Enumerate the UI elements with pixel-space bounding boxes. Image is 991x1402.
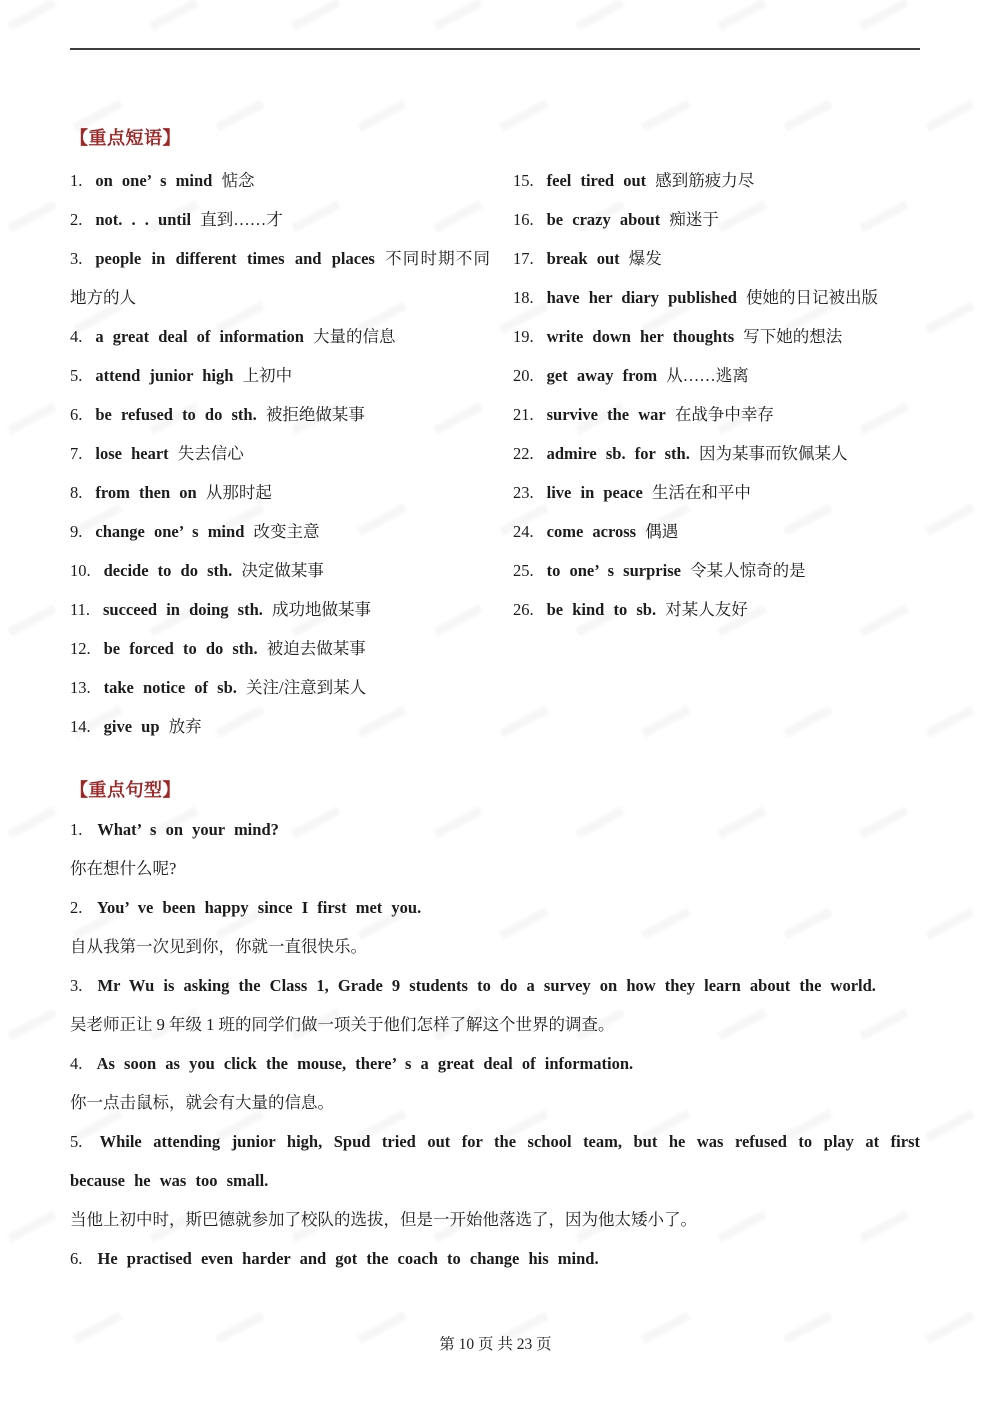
phrase-chinese: 直到……才 bbox=[200, 210, 283, 229]
phrase-chinese: 偶遇 bbox=[645, 522, 679, 541]
sentence-english: 1. What’ s on your mind? bbox=[70, 820, 279, 839]
phrase-number: 6. bbox=[70, 405, 83, 424]
phrase-number: 22. bbox=[513, 444, 534, 463]
phrase-chinese: 感到筋疲力尽 bbox=[655, 171, 755, 190]
phrase-english: be crazy about bbox=[546, 210, 661, 229]
sentences-section-title: 【重点句型】 bbox=[70, 780, 181, 800]
phrase-chinese: 从那时起 bbox=[205, 483, 272, 502]
phrase-number: 23. bbox=[513, 483, 534, 502]
phrase-item bbox=[513, 434, 920, 473]
phrase-english: admire sb. for sth. bbox=[546, 444, 690, 463]
phrase-english: decide to do sth. bbox=[103, 561, 233, 580]
phrase-number: 11. bbox=[70, 600, 91, 619]
phrase-number: 10. bbox=[70, 561, 91, 580]
phrase-english: live in peace bbox=[546, 483, 643, 502]
sentence-english: 6. He practised even harder and got the coach to change his mind. bbox=[70, 1249, 599, 1268]
phrase-number: 18. bbox=[513, 288, 534, 307]
watermark-mark bbox=[925, 99, 975, 131]
phrase-chinese: 不同时期不同地方的人 bbox=[70, 249, 490, 307]
phrase-item bbox=[513, 395, 920, 434]
phrase-item bbox=[513, 356, 920, 395]
phrase-english: be kind to sb. bbox=[546, 600, 657, 619]
phrase-chinese: 大量的信息 bbox=[313, 327, 396, 346]
watermark-mark bbox=[717, 0, 767, 31]
phrase-item bbox=[70, 668, 490, 707]
phrase-item bbox=[513, 512, 920, 551]
phrase-number: 26. bbox=[513, 600, 534, 619]
phrase-number: 7. bbox=[70, 444, 83, 463]
phrase-english: be refused to do sth. bbox=[95, 405, 257, 424]
phrase-chinese: 从……逃离 bbox=[666, 366, 749, 385]
phrase-number: 24. bbox=[513, 522, 534, 541]
phrase-column-left bbox=[70, 161, 490, 746]
watermark-mark bbox=[575, 0, 625, 31]
phrase-chinese: 被拒绝做某事 bbox=[265, 405, 365, 424]
phrase-item bbox=[513, 551, 920, 590]
phrase-number: 8. bbox=[70, 483, 83, 502]
watermark-mark bbox=[291, 0, 341, 31]
phrase-column-right bbox=[513, 161, 920, 746]
phrase-english: feel tired out bbox=[546, 171, 647, 190]
phrase-chinese: 关注/注意到某人 bbox=[246, 678, 367, 697]
watermark-mark bbox=[925, 907, 975, 939]
sentence-chinese: 吴老师正让 9 年级 1 班的同学们做一项关于他们怎样了解这个世界的调查。 bbox=[70, 1015, 615, 1034]
phrase-item bbox=[70, 395, 490, 434]
phrase-chinese: 生活在和平中 bbox=[651, 483, 751, 502]
phrase-english: change one’ s mind bbox=[95, 522, 245, 541]
phrase-chinese: 成功地做某事 bbox=[272, 600, 371, 619]
sentence-chinese: 你在想什么呢? bbox=[70, 859, 177, 878]
phrase-chinese: 因为某事而钦佩某人 bbox=[698, 444, 848, 463]
phrase-number: 16. bbox=[513, 210, 534, 229]
phrase-item bbox=[513, 278, 920, 317]
phrase-item bbox=[70, 239, 490, 317]
phrase-number: 4. bbox=[70, 327, 83, 346]
phrase-item bbox=[70, 317, 490, 356]
watermark-mark bbox=[7, 1210, 57, 1242]
phrase-number: 20. bbox=[513, 366, 534, 385]
watermark-mark bbox=[7, 1008, 57, 1040]
sentence-english: 5. While attending junior high, Spud tried out for the school team, but he was refused to play at first because he was too small. bbox=[70, 1132, 920, 1190]
phrase-item bbox=[70, 629, 490, 668]
watermark-mark bbox=[433, 0, 483, 31]
watermark-mark bbox=[7, 200, 57, 232]
phrase-item bbox=[513, 473, 920, 512]
phrase-item bbox=[70, 551, 490, 590]
sentence-number: 5. bbox=[70, 1132, 83, 1151]
sentence-chinese: 自从我第一次见到你，你就一直很快乐。 bbox=[70, 937, 367, 956]
phrase-chinese: 写下她的想法 bbox=[743, 327, 843, 346]
phrase-number: 25. bbox=[513, 561, 534, 580]
phrase-item bbox=[70, 434, 490, 473]
phrase-item bbox=[70, 473, 490, 512]
phrase-english: take notice of sb. bbox=[103, 678, 237, 697]
phrase-number: 17. bbox=[513, 249, 534, 268]
sentence-chinese: 你一点击鼠标，就会有大量的信息。 bbox=[70, 1093, 334, 1112]
phrase-chinese: 惦念 bbox=[221, 171, 255, 190]
phrase-chinese: 对某人友好 bbox=[665, 600, 748, 619]
phrase-item bbox=[513, 239, 920, 278]
phrase-chinese: 改变主意 bbox=[253, 522, 320, 541]
phrase-english: come across bbox=[546, 522, 637, 541]
phrase-item bbox=[513, 161, 920, 200]
phrase-number: 5. bbox=[70, 366, 83, 385]
phrase-item bbox=[513, 317, 920, 356]
watermark-mark bbox=[7, 604, 57, 636]
phrase-item bbox=[70, 512, 490, 551]
phrase-number: 9. bbox=[70, 522, 83, 541]
phrase-number: 3. bbox=[70, 249, 83, 268]
phrase-english: write down her thoughts bbox=[546, 327, 735, 346]
phrase-number: 2. bbox=[70, 210, 83, 229]
page-content bbox=[70, 119, 920, 1278]
sentence-english: 3. Mr Wu is asking the Class 1, Grade 9 students to do a survey on how they learn about the world. bbox=[70, 976, 876, 995]
sentence-number: 4. bbox=[70, 1054, 83, 1073]
phrase-chinese: 上初中 bbox=[242, 366, 293, 385]
sentence-english: 2. You’ ve been happy since I first met you. bbox=[70, 898, 422, 917]
phrase-chinese: 痴迷于 bbox=[669, 210, 719, 229]
phrase-number: 12. bbox=[70, 639, 91, 658]
sentence-chinese: 当他上初中时，斯巴德就参加了校队的选拔，但是一开始他落选了，因为他太矮小了。 bbox=[70, 1210, 697, 1229]
sentence-number: 1. bbox=[70, 820, 83, 839]
phrase-chinese: 令某人惊奇的是 bbox=[690, 561, 806, 580]
page-number-footer: 第 10 页 共 23 页 bbox=[439, 1336, 552, 1353]
phrase-chinese: 在战争中幸存 bbox=[674, 405, 774, 424]
phrase-chinese: 使她的日记被出版 bbox=[746, 288, 879, 307]
phrase-item bbox=[70, 707, 490, 746]
phrases-section-title: 【重点短语】 bbox=[70, 128, 181, 148]
phrase-english: from then on bbox=[95, 483, 197, 502]
watermark-mark bbox=[7, 806, 57, 838]
phrase-item bbox=[70, 200, 490, 239]
phrase-item bbox=[70, 161, 490, 200]
phrase-english: lose heart bbox=[95, 444, 169, 463]
sentence-number: 2. bbox=[70, 898, 83, 917]
sentence-list bbox=[70, 810, 920, 1278]
phrase-chinese: 放弃 bbox=[168, 717, 202, 736]
phrase-item bbox=[513, 200, 920, 239]
phrase-english: survive the war bbox=[546, 405, 666, 424]
watermark-mark bbox=[7, 402, 57, 434]
sentence-number: 6. bbox=[70, 1249, 83, 1268]
phrase-english: not. . . until bbox=[95, 210, 192, 229]
phrase-english: give up bbox=[103, 717, 160, 736]
phrase-english: on one’ s mind bbox=[95, 171, 213, 190]
phrase-english: attend junior high bbox=[95, 366, 234, 385]
watermark-mark bbox=[925, 503, 975, 535]
phrase-number: 13. bbox=[70, 678, 91, 697]
phrase-english: succeed in doing sth. bbox=[103, 600, 263, 619]
phrase-english: a great deal of information bbox=[95, 327, 304, 346]
sentence-english: 4. As soon as you click the mouse, there’ s a great deal of information. bbox=[70, 1054, 634, 1073]
phrase-chinese: 决定做某事 bbox=[241, 561, 324, 580]
phrase-english: break out bbox=[546, 249, 620, 268]
phrase-english: people in different times and places bbox=[95, 249, 375, 268]
watermark-mark bbox=[859, 0, 909, 31]
phrase-chinese: 失去信心 bbox=[177, 444, 244, 463]
phrase-chinese: 爆发 bbox=[628, 249, 662, 268]
phrase-item bbox=[513, 590, 920, 629]
phrase-number: 19. bbox=[513, 327, 534, 346]
phrase-item bbox=[70, 356, 490, 395]
header-rule bbox=[70, 48, 920, 50]
phrase-english: to one’ s surprise bbox=[546, 561, 681, 580]
watermark-mark bbox=[925, 1109, 975, 1141]
phrase-chinese: 被迫去做某事 bbox=[266, 639, 366, 658]
phrase-english: have her diary published bbox=[546, 288, 737, 307]
phrase-number: 14. bbox=[70, 717, 91, 736]
watermark-mark bbox=[925, 301, 975, 333]
phrase-number: 21. bbox=[513, 405, 534, 424]
sentence-number: 3. bbox=[70, 976, 83, 995]
watermark-mark bbox=[149, 0, 199, 31]
phrase-english: be forced to do sth. bbox=[103, 639, 258, 658]
watermark-mark bbox=[925, 705, 975, 737]
phrase-number: 15. bbox=[513, 171, 534, 190]
phrase-item bbox=[70, 590, 490, 629]
phrase-number: 1. bbox=[70, 171, 83, 190]
phrase-english: get away from bbox=[546, 366, 658, 385]
watermark-mark bbox=[7, 0, 57, 31]
phrase-columns bbox=[70, 161, 920, 746]
